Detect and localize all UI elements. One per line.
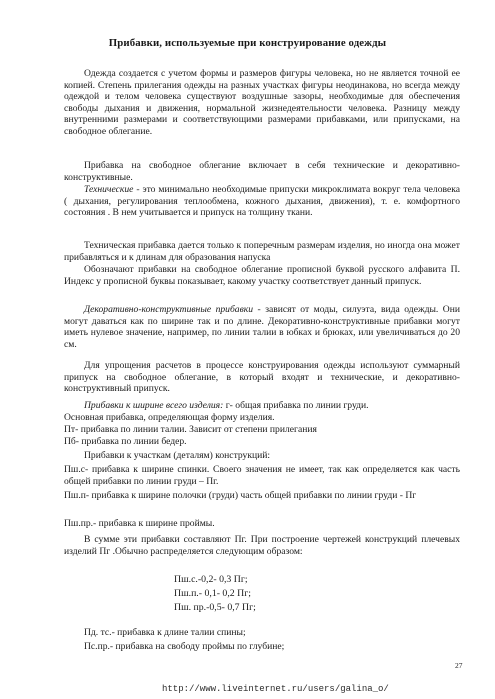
formula-back-width: Пш.с.-0,2- 0,3 Пг; — [174, 574, 248, 585]
line-armhole-width: Пш.пр.- прибавка к ширине проймы. — [64, 518, 215, 529]
technical-definition: - это минимально необходимые припуски микроклимата вокруг тела человека ( дыхания, регулирования теплообмена, кожного дыхания, движения), т. е. комфортного состояния . В нем учитывается и припуск на толщину ткани. — [64, 184, 460, 219]
paragraph-total-allowance: Для упрощения расчетов в процессе конструирования одежды используют суммарный припуск на свободное облегание, в который входят и технические, и декоративно-конструктивный припуск. — [64, 360, 460, 395]
paragraph-intro: Одежда создается с учетом формы и размеров фигуры человека, но не является точной ее копией. Степень прилегания одежды на разных участках фигуры неодинакова, но всегда между одеждой и телом человека существуют воздушные зазоры, необходимые для обеспечения свободы дыхания и движения, нормальной жизнедеятельности человека. Разницу между внутренними размерами и соответствующими размерами прибавками, или припусками, на свободное облегание. — [64, 68, 460, 137]
paragraph-distribution: В сумме эти прибавки составляют Пг. При построение чертежей конструкций плечевых изделий Пг .Обычно распределяется следующим образом: — [64, 534, 460, 557]
line-main-allowance: Основная прибавка, определяющая форму изделия. — [64, 412, 275, 423]
paragraph-front-width: Пш.п- прибавка к ширине полочки (груди) часть общей прибавки по линии груди - Пг — [64, 490, 417, 501]
page-title: Прибавки, используемые при конструирование одежды — [108, 37, 387, 49]
term-technical: Технические — [84, 184, 134, 195]
paragraph-width-allowances — [64, 400, 460, 412]
term-width: Прибавки к ширине всего изделия: — [84, 400, 224, 411]
term-decorative: Декоративно-конструктивные прибавки — [84, 304, 254, 315]
width-definition: г- общая прибавка по линии груди. — [223, 400, 369, 411]
paragraph-technical-allowance: Техническая прибавка дается только к поперечным размерам изделия, но иногда она может прибавляться и к длинам для образования напуска — [64, 240, 460, 263]
decorative-definition: - зависят от моды, силуэта, вида одежды. Они могут даваться как по ширине так и по длине. Декоративно-конструктивные прибавки могут иметь нулевое значение, например, по линии талии в юбках и брюках, или увеличиваться до 20 см. — [64, 304, 460, 350]
page-number: 27 — [455, 661, 463, 670]
paragraph-allowance-types: Прибавка на свободное облегание включает в себя технические и декоративно- конструктивные. — [64, 160, 460, 183]
line-waist-allowance: Пт- прибавка по линии талии. Зависит от степени прилегания — [64, 424, 317, 435]
watermark-url: http://www.liveinternet.ru/users/galina_o/ — [162, 684, 389, 694]
paragraph-notation: Обозначают прибавки на свободное облегание прописной буквой русского алфавита П. Индекс у прописной буквы показывает, какому участку соответствует данный припуск. — [64, 264, 460, 287]
paragraph-technical — [64, 184, 460, 219]
paragraph-back-width: Пш.с- прибавка к ширине спинки. Своего значения не имеет, так как определяется как часть общей прибавки по линии груди – Пг. — [64, 464, 460, 487]
line-section-allowances: Прибавки к участкам (деталям) конструкций: — [84, 450, 271, 461]
line-armhole-depth: Пс.пр.- прибавка на свободу проймы по глубине; — [84, 641, 285, 652]
line-hip-allowance: Пб- прибавка по линии бедер. — [64, 436, 187, 447]
formula-front-width: Пш.п.- 0,1- 0,2 Пг; — [174, 588, 251, 599]
paragraph-decorative — [64, 304, 460, 350]
formula-armhole-width: Пш. пр.-0,5- 0,7 Пг; — [174, 602, 256, 613]
line-back-waist-length: Пд. тс.- прибавка к длине талии спины; — [84, 627, 246, 638]
